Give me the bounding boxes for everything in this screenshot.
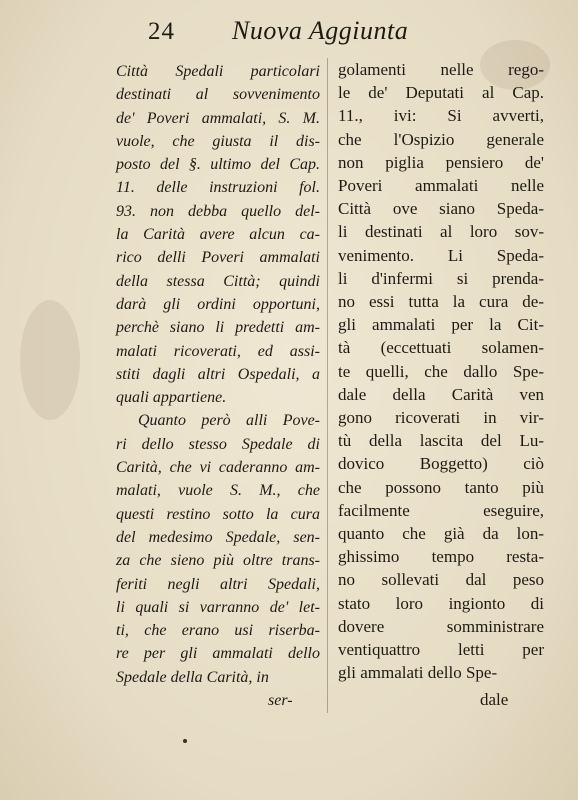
text-line: la Carità avere alcun ca-	[116, 226, 320, 244]
text-line: Città Spedali particolari	[116, 63, 320, 80]
text-line: destinati al sovvenimento	[116, 86, 320, 104]
text-line: za che sieno più oltre trans-	[116, 552, 320, 570]
text-line: gono ricoverati in vir-	[338, 408, 544, 428]
text-line: Città ove siano Speda-	[338, 199, 544, 219]
text-line: golamenti nelle rego-	[338, 60, 544, 79]
right-column-last-word: dale	[480, 690, 509, 709]
text-line: 11. delle instruzioni fol.	[116, 179, 320, 197]
text-line: li d'infermi si prenda-	[338, 268, 544, 288]
text-line: quali appartiene.	[116, 389, 227, 407]
text-line: le de' Deputati al Cap.	[338, 83, 544, 103]
text-line: tù della lascita del Lu-	[338, 431, 544, 451]
text-line: malati ricoverati, ed assi-	[116, 342, 320, 360]
text-line: ventiquattro letti per	[338, 640, 544, 660]
ink-dot	[183, 739, 187, 743]
text-line: re per gli ammalati dello	[116, 645, 320, 663]
page-header	[0, 14, 578, 48]
text-line: de' Poveri ammalati, S. M.	[116, 109, 320, 127]
text-line: rico delli Poveri ammalati	[116, 249, 320, 267]
left-catchword: ser-	[268, 692, 293, 709]
text-line: no essi tutta la cura de-	[338, 292, 544, 312]
text-line: dovico Boggetto) ciò	[338, 454, 544, 474]
column-divider	[327, 58, 328, 713]
text-line: che l'Ospizio generale	[338, 129, 544, 149]
text-line: tà (eccettuati solamen-	[338, 338, 544, 358]
text-line: darà gli ordini opportuni,	[116, 295, 320, 313]
text-line: venimento. Li Speda-	[338, 245, 544, 265]
text-line: facilmente eseguire,	[338, 500, 544, 520]
paper-stain	[20, 300, 80, 420]
left-text-column	[116, 60, 320, 689]
text-line: Spedale della Carità, in	[116, 668, 269, 686]
page-number: 24	[148, 18, 175, 45]
text-line: posto del §. ultimo del Cap.	[116, 156, 320, 174]
text-line: questi restino sotto la cura	[116, 505, 320, 523]
text-line: perchè siano li predetti am-	[116, 319, 320, 337]
text-line: che possono tanto più	[338, 477, 544, 497]
text-line: malati, vuole S. M., che	[116, 482, 320, 500]
running-title: Nuova Aggiunta	[232, 16, 409, 45]
text-line: stiti dagli altri Ospedali, a	[116, 365, 320, 383]
text-line: gli ammalati dello Spe-	[338, 663, 498, 683]
right-text-column	[338, 58, 544, 684]
text-line: gli ammalati per la Cit-	[338, 315, 544, 335]
text-line: Quanto però alli Pove-	[138, 412, 320, 430]
text-line: dale della Carità ven	[338, 384, 544, 404]
text-line: li destinati al loro sov-	[338, 222, 544, 242]
text-line: ghissimo tempo resta-	[338, 547, 544, 567]
text-line: 93. non debba quello del-	[116, 202, 320, 220]
text-line: li quali si varranno de' let-	[116, 598, 320, 616]
text-line: dovere somministrare	[338, 616, 544, 636]
text-line: no sollevati dal peso	[338, 570, 544, 590]
text-line: Carità, che vi caderanno am-	[116, 459, 320, 477]
text-line: ti, che erano usi riserba-	[116, 622, 320, 640]
text-line: Poveri ammalati nelle	[338, 176, 544, 196]
text-line: stato loro ingionto di	[338, 593, 544, 613]
text-line: del medesimo Spedale, sen-	[116, 528, 320, 546]
text-line: vuole, che giusta il dis-	[116, 132, 320, 150]
text-line: quanto che già da lon-	[338, 524, 544, 544]
text-line: 11., ivi: Si avverti,	[338, 106, 544, 126]
text-line: feriti negli altri Spedali,	[116, 575, 320, 593]
text-line: non piglia pensiero de'	[338, 152, 544, 172]
text-line: te quelli, che dallo Spe-	[338, 361, 544, 381]
text-line: ri dello stesso Spedale di	[116, 435, 320, 453]
text-line: della stessa Città; quindi	[116, 272, 320, 290]
